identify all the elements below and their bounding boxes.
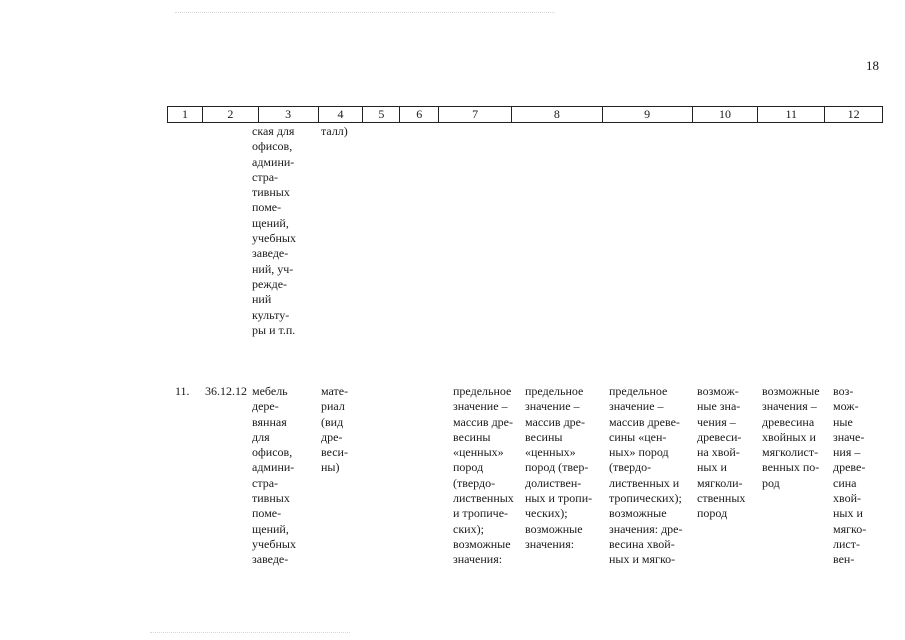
cell-line: стра- (252, 169, 279, 184)
cell-line: учебных (252, 536, 296, 551)
row11-col7 (453, 384, 514, 568)
cell-line: поме- (252, 506, 282, 521)
cell-line: мебель (252, 384, 288, 398)
cell-line: дре- (321, 429, 343, 444)
cell-line: дере- (252, 399, 279, 414)
header-cell-6: 6 (400, 107, 439, 122)
cell-line: хвой- (833, 491, 862, 506)
cell-line: (твердо- (453, 475, 496, 490)
continuation-col4 (321, 124, 348, 139)
header-cell-3: 3 (259, 107, 319, 122)
cell-line: род (762, 475, 780, 490)
cell-line: возможные (762, 384, 820, 398)
cell-line: режде- (252, 276, 288, 291)
cell-line: ных и (697, 460, 727, 475)
row-number: 11. (175, 384, 190, 398)
cell-line: пород (твер- (525, 460, 589, 475)
header-cell-4: 4 (319, 107, 364, 122)
cell-line: на хвой- (697, 445, 740, 460)
cell-line: (вид (321, 414, 344, 429)
header-cell-11: 11 (758, 107, 825, 122)
cell-line: значение – (525, 399, 580, 414)
cell-line: тивных (252, 185, 290, 200)
cell-line: щений, (252, 215, 289, 230)
cell-line: веси- (321, 445, 348, 460)
cell-line: ные (833, 414, 853, 429)
cell-line: ных» пород (609, 445, 669, 460)
header-cell-7: 7 (439, 107, 512, 122)
cell-line: заведе- (252, 246, 289, 261)
cell-line: пород (453, 460, 484, 475)
cell-line: ний, уч- (252, 261, 294, 276)
cell-line: значения: (525, 536, 575, 551)
cell-line: сина (833, 475, 857, 490)
row11-col3 (252, 384, 296, 568)
cell-line: ния – (833, 445, 861, 460)
cell-line: весины (525, 429, 563, 444)
header-cell-9: 9 (603, 107, 693, 122)
cell-line: офисов, (252, 139, 293, 154)
cell-line: ческих); (525, 506, 568, 521)
cell-line: возможные (609, 506, 667, 521)
cell-line: венных по- (762, 460, 820, 475)
cell-line: офисов, (252, 445, 293, 460)
cell-line: древесина (762, 414, 815, 429)
cell-line: значения: (453, 552, 503, 567)
cell-line: ны) (321, 460, 340, 475)
cell-line: долиствен- (525, 475, 582, 490)
header-cell-8: 8 (512, 107, 603, 122)
cell-line: и тропиче- (453, 506, 509, 521)
cell-line: массив древе- (609, 414, 680, 429)
cell-line: весина хвой- (609, 536, 675, 551)
cell-line: значение – (453, 399, 508, 414)
cell-line: мягколи- (697, 475, 743, 490)
cell-line: ных и тропи- (525, 491, 593, 506)
cell-line: хвойных и (762, 429, 816, 444)
scan-artifact-bottom (150, 632, 350, 634)
cell-line: «ценных» (525, 445, 576, 460)
cell-line: воз- (833, 384, 854, 398)
cell-line: древе- (833, 460, 866, 475)
cell-line: лиственных (453, 491, 514, 506)
cell-line: заведе- (252, 552, 289, 567)
scan-artifact-top (175, 12, 555, 14)
header-cell-2: 2 (203, 107, 259, 122)
header-cell-5: 5 (363, 107, 400, 122)
cell-line: значения: дре- (609, 521, 683, 536)
cell-line: древеси- (697, 429, 742, 444)
row11-col10 (697, 384, 745, 522)
row11-col12 (833, 384, 866, 568)
cell-line: ных и (833, 506, 863, 521)
cell-line: ры и т.п. (252, 322, 296, 337)
cell-line: возможные (525, 521, 583, 536)
cell-line: (твердо- (609, 460, 652, 475)
cell-line: значения – (762, 399, 817, 414)
cell-line: лист- (833, 536, 860, 551)
cell-line: чения – (697, 414, 736, 429)
cell-line: вянная (252, 414, 287, 429)
row-code: 36.12.12 (205, 384, 247, 398)
cell-line: предельное (609, 384, 668, 398)
row11-col4 (321, 384, 348, 476)
cell-line: талл) (321, 124, 348, 138)
cell-line: ных и мягко- (609, 552, 676, 567)
cell-line: ская для (252, 124, 295, 138)
row11-col9 (609, 384, 683, 568)
cell-line: стра- (252, 475, 279, 490)
header-cell-10: 10 (693, 107, 759, 122)
cell-line: админи- (252, 460, 295, 475)
cell-line: админи- (252, 154, 295, 169)
cell-line: тропических); (609, 491, 682, 506)
cell-line: риал (321, 399, 345, 414)
cell-line: мягко- (833, 521, 867, 536)
cell-line: поме- (252, 200, 282, 215)
cell-line: учебных (252, 231, 296, 246)
cell-line: мож- (833, 399, 859, 414)
cell-line: ственных (697, 491, 746, 506)
cell-line: ний (252, 292, 272, 307)
cell-line: вен- (833, 552, 855, 567)
cell-line: массив дре- (453, 414, 514, 429)
cell-line: массив дре- (525, 414, 586, 429)
row11-col8 (525, 384, 592, 552)
cell-line: щений, (252, 521, 289, 536)
header-cell-12: 12 (847, 107, 860, 121)
cell-line: предельное (453, 384, 512, 398)
cell-line: значе- (833, 429, 865, 444)
cell-line: «ценных» (453, 445, 504, 460)
row11-col11 (762, 384, 820, 491)
cell-line: лиственных и (609, 475, 680, 490)
cell-line: сины «цен- (609, 429, 667, 444)
cell-line: ских); (453, 521, 484, 536)
cell-line: значение – (609, 399, 664, 414)
cell-line: ные зна- (697, 399, 741, 414)
cell-line: мате- (321, 384, 349, 398)
cell-line: возможные (453, 536, 511, 551)
cell-line: весины (453, 429, 491, 444)
table-header-row (167, 106, 883, 123)
continuation-col3 (252, 124, 296, 338)
page-number: 18 (866, 58, 879, 73)
cell-line: пород (697, 506, 728, 521)
cell-line: мягколист- (762, 445, 819, 460)
cell-line: предельное (525, 384, 584, 398)
header-cell-1: 1 (168, 107, 203, 122)
cell-line: тивных (252, 491, 290, 506)
cell-line: возмож- (697, 384, 739, 398)
cell-line: для (252, 429, 270, 444)
cell-line: культу- (252, 307, 290, 322)
